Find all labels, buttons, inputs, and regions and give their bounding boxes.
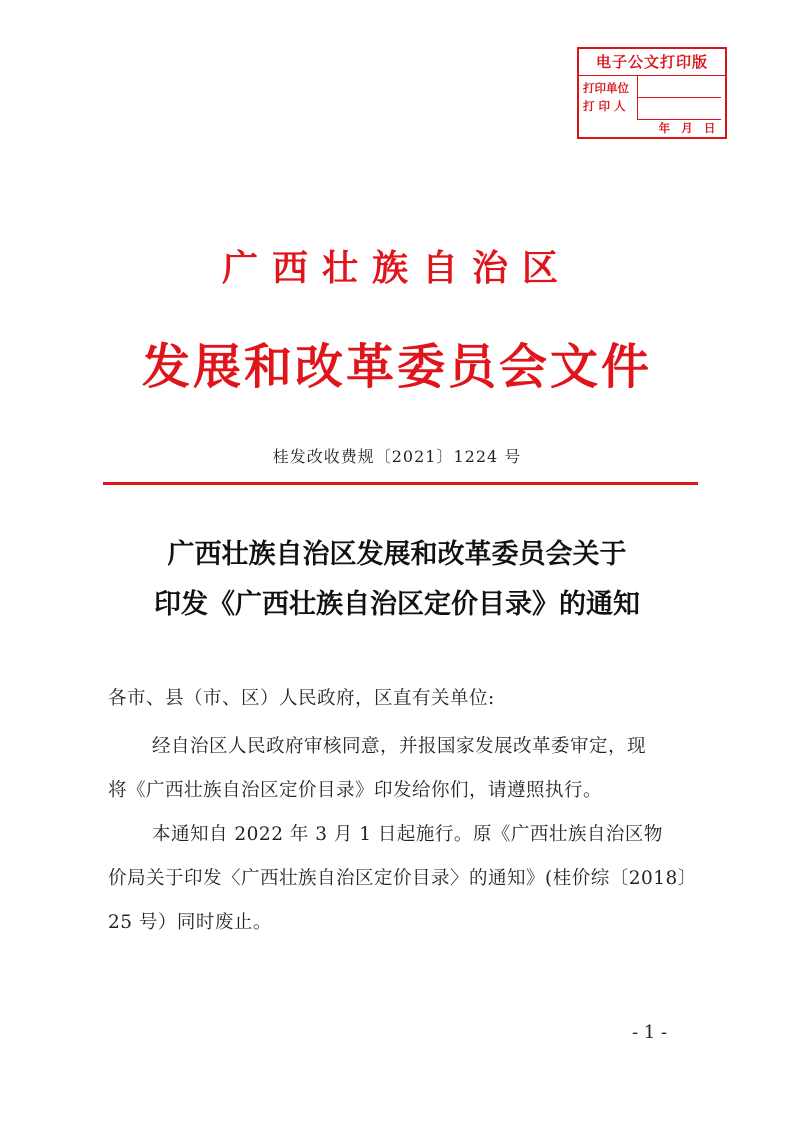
issuing-organization-line1: 广西壮族自治区 xyxy=(221,247,572,289)
stamp-printer-label: 打 印 人 xyxy=(583,99,626,113)
paragraph1-line1: 经自治区人民政府审核同意，并报国家发展改革委审定，现 xyxy=(152,736,647,757)
paragraph1-line2: 将《广西壮族自治区定价目录》印发给你们，请遵照执行。 xyxy=(108,780,603,801)
stamp-date-year: 年 xyxy=(658,121,671,135)
document-title-line2: 印发《广西壮族自治区定价目录》的通知 xyxy=(154,589,640,620)
addressee: 各市、县（市、区）人民政府，区直有关单位: xyxy=(108,688,495,709)
document-number: 桂发改收费规〔2021〕1224 号 xyxy=(272,447,522,466)
stamp-date-month: 月 xyxy=(681,121,693,135)
red-separator-line xyxy=(103,482,698,485)
paragraph2-line1: 本通知自 2022 年 3 月 1 日起施行。原《广西壮族自治区物 xyxy=(152,824,663,845)
stamp-divider xyxy=(637,97,721,98)
stamp-print-unit-label: 打印单位 xyxy=(583,81,629,95)
electronic-print-stamp xyxy=(577,47,727,139)
issuing-organization-line2: 发展和改革委员会文件 xyxy=(141,339,652,395)
paragraph2-line3: 25 号）同时废止。 xyxy=(108,912,272,933)
document-title-line1: 广西壮族自治区发展和改革委员会关于 xyxy=(167,539,627,570)
stamp-title: 电子公文打印版 xyxy=(579,49,725,76)
page-number: - 1 - xyxy=(632,1022,668,1043)
paragraph2-line2: 价局关于印发〈广西壮族自治区定价目录〉的通知》(桂价综〔2018〕 xyxy=(108,868,697,889)
stamp-date-row xyxy=(639,120,721,138)
stamp-date-day: 日 xyxy=(703,121,716,135)
